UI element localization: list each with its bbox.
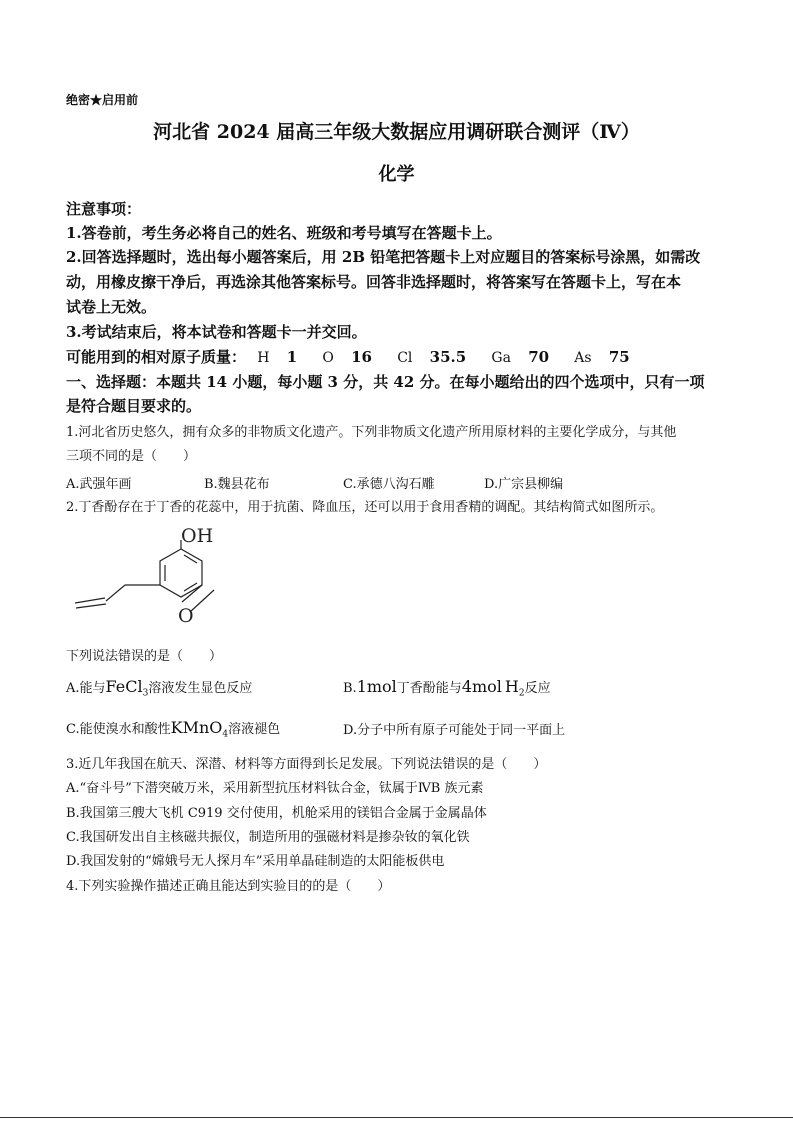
q2-option-a <box>66 677 252 699</box>
mass-symbol: O <box>322 350 334 366</box>
subject-title: 化学 <box>378 164 415 185</box>
mass-value: 70 <box>528 348 550 366</box>
mass-value: 16 <box>351 348 372 366</box>
q3-option-b: B.我国第三艘大飞机 C919 交付使用，机舱采用的镁铝合金属于金属晶体 <box>66 806 487 821</box>
h2-formula: H <box>504 677 519 696</box>
mass-value: 1 <box>286 348 298 366</box>
q3-stem: 3.近几年我国在航天、深潜、材料等方面得到长足发展。下列说法错误的是（ ） <box>66 757 547 772</box>
q3-option-d: D.我国发射的“嫦娥号无人探月车”采用单晶硅制造的太阳能板供电 <box>66 854 445 869</box>
q1-stem-line-1: 1.河北省历史悠久，拥有众多的非物质文化遗产。下列非物质文化遗产所用原材料的主要化学成分，与其他 <box>66 425 677 440</box>
eugenol-structure <box>60 522 240 630</box>
mass-symbol: Ga <box>491 350 511 366</box>
structure-oh-label: OH <box>181 525 214 547</box>
atomic-mass-label: 可能用到的相对原子质量： <box>66 348 247 366</box>
q1-option-b: B.魏县花布 <box>204 477 270 492</box>
mass-symbol: As <box>574 350 592 366</box>
q2-option-b-suffix: 反应 <box>524 681 551 696</box>
q1-option-a: A.武强年画 <box>66 477 132 492</box>
q1-stem-line-2: 三项不同的是（ ） <box>66 449 197 464</box>
h2-subscript: 2 <box>518 688 525 699</box>
q2-option-a-prefix: A.能与 <box>66 681 106 696</box>
notes-heading: 注意事项： <box>66 200 142 218</box>
q2-option-a-suffix: 溶液发生显色反应 <box>148 681 253 696</box>
q1-option-c: C.承德八沟石雕 <box>343 477 435 492</box>
q2-stem: 2.丁香酚存在于丁香的花蕊中，用于抗菌、降血压，还可以用于食用香精的调配。其结构简式如图所示。 <box>66 500 664 515</box>
confidential-label: 绝密★启用前 <box>66 93 139 107</box>
section-heading-line-1: 一、选择题：本题共 14 小题，每小题 3 分，共 42 分。在每小题给出的四个选项中，只有一项 <box>66 373 705 391</box>
structure-o-label: O <box>178 605 194 627</box>
atomic-mass-line <box>66 345 630 370</box>
q2-option-b-prefix: B. <box>343 681 357 696</box>
q2-option-c <box>66 718 280 740</box>
mass-symbol: Cl <box>397 350 413 366</box>
fecl3-subscript: 3 <box>142 688 149 699</box>
mass-value: 35.5 <box>429 348 467 366</box>
fecl3-formula: FeCl <box>105 677 143 696</box>
mass-symbol: H <box>257 350 270 366</box>
exam-title: 河北省 2024 届高三年级大数据应用调研联合测评（Ⅳ） <box>153 121 640 143</box>
note-2-line-2: 动，用橡皮擦干净后，再选涂其他答案标号。回答非选择题时，将答案写在答题卡上，写在本 <box>66 273 682 291</box>
mass-value: 75 <box>608 348 630 366</box>
note-1: 1.答卷前，考生务必将自己的姓名、班级和考号填写在答题卡上。 <box>66 224 502 242</box>
q2-option-c-suffix: 溶液褪色 <box>228 722 281 737</box>
section-heading-line-2: 是符合题目要求的。 <box>66 397 202 415</box>
q2-option-b-mid: 丁香酚能与 <box>396 681 462 696</box>
kmno4-subscript: 4 <box>222 729 229 740</box>
q3-option-c: C.我国研发出自主核磁共振仪，制造所用的强磁材料是掺杂钕的氧化铁 <box>66 830 470 845</box>
q3-option-a: A.“奋斗号”下潜突破万米，采用新型抗压材料钛合金，钛属于ⅣB 族元素 <box>66 781 484 796</box>
kmno4-formula: KMnO <box>170 718 223 737</box>
note-2-line-1: 2.回答选择题时，选出每小题答案后，用 2B 铅笔把答题卡上对应题目的答案标号涂黑，如需改 <box>66 248 701 266</box>
page-bottom-rule <box>0 1117 793 1118</box>
mol-amount-1: 1mol <box>356 677 397 696</box>
methyl-bond <box>190 590 214 612</box>
q2-ask: 下列说法错误的是（ ） <box>66 649 223 664</box>
q2-option-d: D.分子中所有原子可能处于同一平面上 <box>343 723 566 738</box>
q2-option-c-prefix: C.能使溴水和酸性 <box>66 722 171 737</box>
q2-option-b <box>343 677 551 699</box>
note-2-line-3: 试卷上无效。 <box>66 298 157 316</box>
mol-amount-2: 4mol <box>461 677 502 696</box>
q1-option-d: D.广宗县柳编 <box>484 477 564 492</box>
note-3: 3.考试结束后，将本试卷和答题卡一并交回。 <box>66 323 367 341</box>
structure-bonds <box>75 540 202 608</box>
q4-stem: 4.下列实验操作描述正确且能达到实验目的的是（ ） <box>66 879 391 894</box>
